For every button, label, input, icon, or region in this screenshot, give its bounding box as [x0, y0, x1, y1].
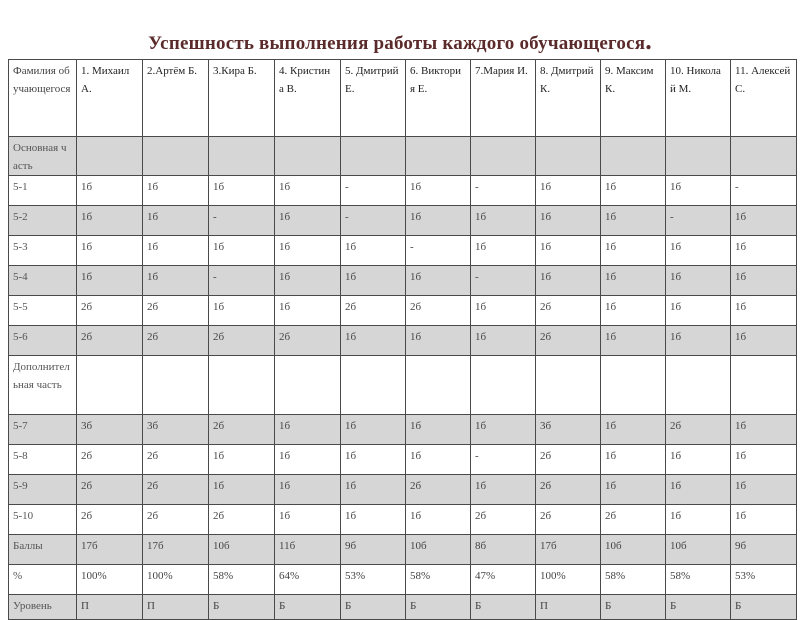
table-row: [9, 415, 797, 445]
page-title: [0, 26, 800, 55]
table-row: [9, 326, 797, 356]
score-cell: 2б: [471, 505, 536, 535]
score-cell: 1б: [601, 236, 666, 266]
score-cell: 2б: [143, 326, 209, 356]
score-cell: 1б: [406, 206, 471, 236]
score-cell: 2б: [77, 505, 143, 535]
empty-cell: [209, 356, 275, 415]
score-cell: 8б: [471, 535, 536, 565]
score-cell: 3б: [77, 415, 143, 445]
score-cell: 2б: [536, 475, 601, 505]
header-cell-student: 5. Дмитрий Е.: [341, 60, 406, 137]
score-cell: 100%: [536, 565, 601, 595]
empty-cell: [341, 356, 406, 415]
section-row: [9, 356, 797, 415]
score-cell: -: [666, 206, 731, 236]
empty-cell: [731, 137, 797, 176]
score-cell: -: [341, 206, 406, 236]
score-cell: 11б: [275, 535, 341, 565]
empty-cell: [536, 356, 601, 415]
table-row: [9, 595, 797, 620]
score-cell: 1б: [209, 236, 275, 266]
score-cell: 1б: [731, 296, 797, 326]
empty-cell: [666, 137, 731, 176]
section-label: Основная часть: [9, 137, 77, 176]
score-cell: 1б: [406, 415, 471, 445]
score-cell: 2б: [406, 475, 471, 505]
score-cell: 1б: [601, 475, 666, 505]
score-cell: 2б: [143, 445, 209, 475]
score-cell: 1б: [77, 176, 143, 206]
empty-cell: [77, 137, 143, 176]
score-cell: 17б: [77, 535, 143, 565]
score-cell: 1б: [406, 445, 471, 475]
score-cell: П: [77, 595, 143, 620]
score-cell: П: [143, 595, 209, 620]
score-cell: 1б: [666, 266, 731, 296]
score-cell: 1б: [601, 176, 666, 206]
score-cell: 1б: [471, 236, 536, 266]
score-cell: 9б: [341, 535, 406, 565]
score-cell: 1б: [536, 266, 601, 296]
table-row: [9, 445, 797, 475]
score-cell: 1б: [275, 296, 341, 326]
score-cell: 1б: [536, 236, 601, 266]
row-label: 5-7: [9, 415, 77, 445]
score-cell: 2б: [666, 415, 731, 445]
score-cell: -: [471, 266, 536, 296]
table-row: [9, 296, 797, 326]
score-cell: 1б: [341, 326, 406, 356]
score-cell: 2б: [77, 445, 143, 475]
score-cell: 10б: [666, 535, 731, 565]
score-cell: 1б: [275, 176, 341, 206]
header-cell-student: 9. Максим К.: [601, 60, 666, 137]
score-cell: Б: [731, 595, 797, 620]
row-label: 5-3: [9, 236, 77, 266]
table-row: [9, 266, 797, 296]
score-cell: 100%: [77, 565, 143, 595]
empty-cell: [731, 356, 797, 415]
score-cell: 2б: [143, 296, 209, 326]
table-row: [9, 236, 797, 266]
table-row: [9, 535, 797, 565]
score-cell: 10б: [406, 535, 471, 565]
score-cell: 1б: [406, 266, 471, 296]
score-cell: 1б: [341, 505, 406, 535]
score-cell: 17б: [143, 535, 209, 565]
table-row: [9, 505, 797, 535]
score-cell: 1б: [601, 415, 666, 445]
empty-cell: [406, 137, 471, 176]
score-cell: 1б: [209, 445, 275, 475]
results-table: [8, 59, 797, 620]
score-cell: 1б: [666, 326, 731, 356]
score-cell: 1б: [731, 445, 797, 475]
score-cell: 2б: [77, 326, 143, 356]
header-cell-surname: Фамилия обучающегося: [9, 60, 77, 137]
header-cell-student: 3.Кира Б.: [209, 60, 275, 137]
empty-cell: [275, 137, 341, 176]
score-cell: 1б: [731, 266, 797, 296]
empty-cell: [77, 356, 143, 415]
score-cell: 2б: [536, 296, 601, 326]
score-cell: П: [536, 595, 601, 620]
header-cell-student: 6. Виктория Е.: [406, 60, 471, 137]
row-label: 5-6: [9, 326, 77, 356]
score-cell: 100%: [143, 565, 209, 595]
empty-cell: [209, 137, 275, 176]
header-cell-student: 2.Артём Б.: [143, 60, 209, 137]
score-cell: -: [471, 176, 536, 206]
score-cell: 10б: [601, 535, 666, 565]
score-cell: 1б: [471, 326, 536, 356]
score-cell: 2б: [536, 505, 601, 535]
score-cell: -: [406, 236, 471, 266]
score-cell: 1б: [471, 206, 536, 236]
score-cell: 1б: [536, 176, 601, 206]
row-label: 5-9: [9, 475, 77, 505]
table-row: [9, 565, 797, 595]
score-cell: 1б: [341, 475, 406, 505]
score-cell: 1б: [341, 445, 406, 475]
score-cell: Б: [406, 595, 471, 620]
score-cell: 1б: [406, 505, 471, 535]
table-row: [9, 206, 797, 236]
score-cell: 1б: [536, 206, 601, 236]
empty-cell: [536, 137, 601, 176]
score-cell: -: [731, 176, 797, 206]
score-cell: 1б: [143, 206, 209, 236]
score-cell: 1б: [471, 475, 536, 505]
title-dot: .: [645, 26, 652, 55]
empty-cell: [143, 137, 209, 176]
score-cell: 1б: [341, 415, 406, 445]
score-cell: 1б: [601, 296, 666, 326]
score-cell: 58%: [406, 565, 471, 595]
score-cell: 1б: [471, 415, 536, 445]
score-cell: 1б: [209, 296, 275, 326]
score-cell: 2б: [209, 415, 275, 445]
row-label: Уровень: [9, 595, 77, 620]
score-cell: -: [209, 266, 275, 296]
score-cell: 2б: [601, 505, 666, 535]
score-cell: 2б: [77, 296, 143, 326]
score-cell: 1б: [275, 505, 341, 535]
score-cell: 1б: [731, 326, 797, 356]
score-cell: -: [341, 176, 406, 206]
score-cell: Б: [666, 595, 731, 620]
section-label: Дополнительная часть: [9, 356, 77, 415]
score-cell: 2б: [341, 296, 406, 326]
score-cell: 1б: [666, 445, 731, 475]
empty-cell: [471, 356, 536, 415]
row-label: 5-2: [9, 206, 77, 236]
score-cell: 1б: [731, 236, 797, 266]
score-cell: 2б: [209, 505, 275, 535]
score-cell: 1б: [143, 266, 209, 296]
score-cell: 1б: [666, 176, 731, 206]
score-cell: 1б: [143, 176, 209, 206]
header-cell-student: 10. Николай М.: [666, 60, 731, 137]
header-cell-student: 1. Михаил А.: [77, 60, 143, 137]
empty-cell: [601, 356, 666, 415]
score-cell: 1б: [275, 445, 341, 475]
score-cell: 1б: [731, 505, 797, 535]
header-row: [9, 60, 797, 137]
score-cell: 1б: [666, 475, 731, 505]
score-cell: 58%: [666, 565, 731, 595]
empty-cell: [275, 356, 341, 415]
table-row: [9, 475, 797, 505]
score-cell: 1б: [77, 236, 143, 266]
empty-cell: [471, 137, 536, 176]
score-cell: 64%: [275, 565, 341, 595]
row-label: Баллы: [9, 535, 77, 565]
score-cell: 1б: [406, 176, 471, 206]
empty-cell: [143, 356, 209, 415]
header-cell-student: 11. Алексей С.: [731, 60, 797, 137]
score-cell: 1б: [275, 266, 341, 296]
score-cell: 2б: [536, 445, 601, 475]
score-cell: 2б: [77, 475, 143, 505]
score-cell: 47%: [471, 565, 536, 595]
score-cell: 1б: [209, 475, 275, 505]
score-cell: 1б: [666, 236, 731, 266]
score-cell: 1б: [731, 415, 797, 445]
score-cell: -: [471, 445, 536, 475]
score-cell: 1б: [601, 206, 666, 236]
score-cell: 9б: [731, 535, 797, 565]
score-cell: 1б: [731, 475, 797, 505]
row-label: 5-5: [9, 296, 77, 326]
score-cell: 1б: [471, 296, 536, 326]
score-cell: 1б: [275, 236, 341, 266]
title-text: Успешность выполнения работы каждого обучающегося: [148, 33, 646, 54]
score-cell: 3б: [536, 415, 601, 445]
score-cell: Б: [341, 595, 406, 620]
score-cell: 58%: [601, 565, 666, 595]
header-cell-student: 7.Мария И.: [471, 60, 536, 137]
score-cell: 1б: [275, 415, 341, 445]
score-cell: 1б: [341, 266, 406, 296]
score-cell: 1б: [601, 326, 666, 356]
score-cell: 2б: [143, 505, 209, 535]
score-cell: 1б: [601, 266, 666, 296]
score-cell: 2б: [406, 296, 471, 326]
row-label: 5-1: [9, 176, 77, 206]
row-label: 5-4: [9, 266, 77, 296]
header-cell-student: 4. Кристина В.: [275, 60, 341, 137]
score-cell: 1б: [77, 206, 143, 236]
score-cell: 3б: [143, 415, 209, 445]
empty-cell: [406, 356, 471, 415]
score-cell: 53%: [731, 565, 797, 595]
score-cell: 1б: [275, 206, 341, 236]
score-cell: Б: [209, 595, 275, 620]
empty-cell: [341, 137, 406, 176]
score-cell: 53%: [341, 565, 406, 595]
header-cell-student: 8. Дмитрий К.: [536, 60, 601, 137]
score-cell: 1б: [601, 445, 666, 475]
empty-cell: [666, 356, 731, 415]
row-label: %: [9, 565, 77, 595]
score-cell: 1б: [666, 296, 731, 326]
score-cell: 1б: [406, 326, 471, 356]
score-cell: 1б: [275, 475, 341, 505]
section-row: [9, 137, 797, 176]
score-cell: Б: [471, 595, 536, 620]
score-cell: 58%: [209, 565, 275, 595]
score-cell: Б: [275, 595, 341, 620]
score-cell: 2б: [143, 475, 209, 505]
score-cell: 2б: [275, 326, 341, 356]
score-cell: 2б: [536, 326, 601, 356]
score-cell: 10б: [209, 535, 275, 565]
score-cell: 2б: [209, 326, 275, 356]
score-cell: 1б: [77, 266, 143, 296]
score-cell: Б: [601, 595, 666, 620]
score-cell: 17б: [536, 535, 601, 565]
row-label: 5-10: [9, 505, 77, 535]
row-label: 5-8: [9, 445, 77, 475]
empty-cell: [601, 137, 666, 176]
score-cell: 1б: [209, 176, 275, 206]
score-cell: 1б: [731, 206, 797, 236]
score-cell: -: [209, 206, 275, 236]
score-cell: 1б: [143, 236, 209, 266]
score-cell: 1б: [666, 505, 731, 535]
table-row: [9, 176, 797, 206]
score-cell: 1б: [341, 236, 406, 266]
